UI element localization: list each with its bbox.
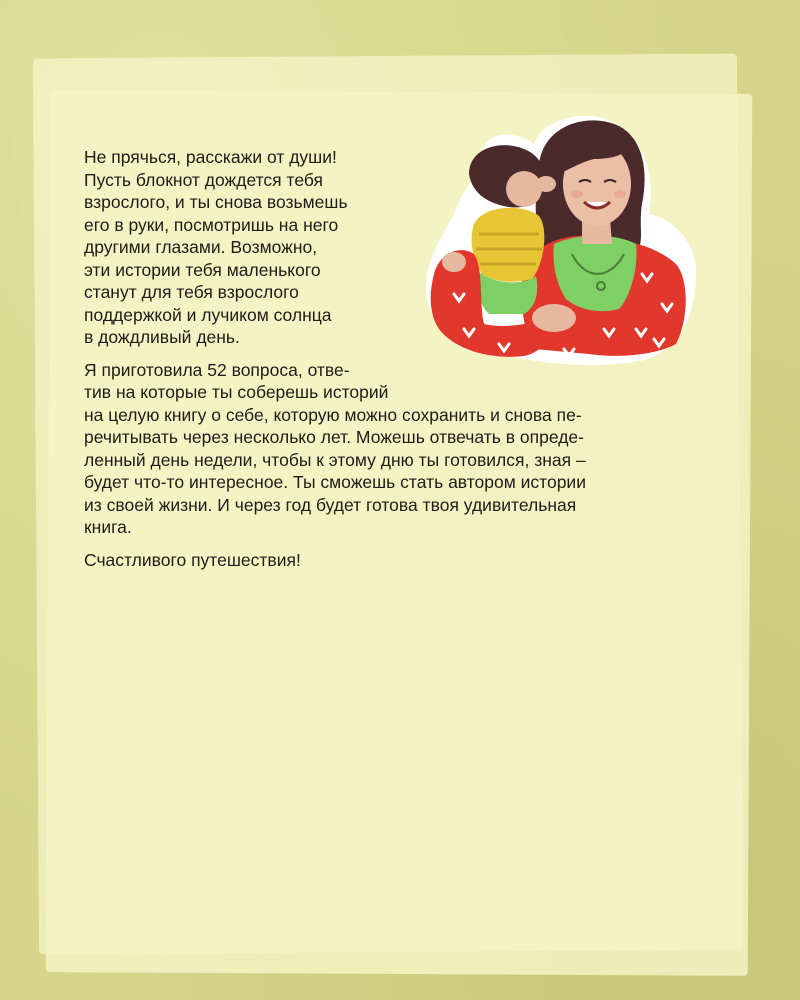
paragraph-farewell: Счастливого путешествия! [84, 549, 301, 570]
paragraph-intro: Не прячься, расскажи от души! Пусть блокнот дождется тебя взрослого, и ты снова возьмешь его в руки, посмотришь на него другими глазами. Возможно, эти истории тебя маленького станут для тебя взрослого поддержкой и лучиком солнца в дождливый день. [84, 147, 348, 347]
paragraph-questions: Я приготовила 52 вопроса, отве- тив на которые ты соберешь историй на целую книгу о себе, которую можно сохранить и снова пе- речитывать через несколько лет. Можешь отвечать в опреде- ленный день недели, чтобы к этому дню ты готовился, зная – будет что-то интересное. Ты сможешь стать автором истории из своей жизни. И через год будет готова твоя удивительная книга. [84, 359, 586, 537]
mother-and-child-sticker-icon [414, 104, 714, 376]
